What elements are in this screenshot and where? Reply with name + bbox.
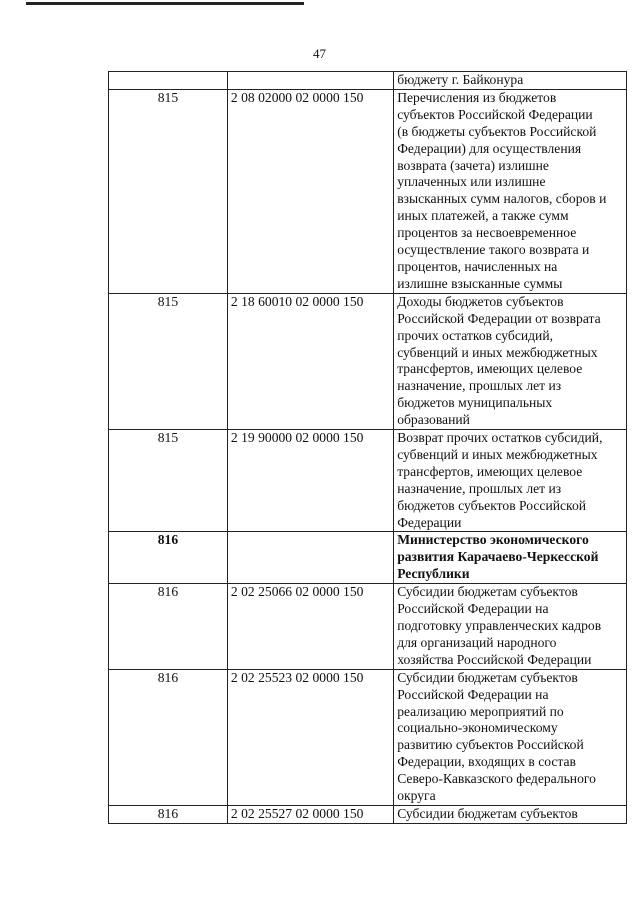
admin-code-cell: 815 xyxy=(109,89,228,293)
top-rule xyxy=(26,2,304,5)
description-line: Республики xyxy=(397,566,470,582)
admin-code-cell: 816 xyxy=(109,669,228,805)
description-line: субвенций и иных межбюджетных xyxy=(397,344,598,360)
description-line: иных платежей, а также сумм xyxy=(397,208,569,224)
description-line: социально-экономическому xyxy=(397,720,558,736)
description-line: бюджетов субъектов Российской xyxy=(397,497,587,513)
admin-code-cell: 815 xyxy=(109,293,228,429)
description-cell xyxy=(394,89,627,293)
table-row xyxy=(109,293,627,429)
description-line: развитию субъектов Российской xyxy=(397,737,584,753)
description-cell xyxy=(394,805,627,823)
table-row xyxy=(109,584,627,670)
description-line: назначение, прошлых лет из xyxy=(397,480,562,496)
budget-code-table xyxy=(108,71,627,824)
description-line: Федерации) для осуществления xyxy=(397,140,582,156)
description-cell xyxy=(394,584,627,670)
description-line: Субсидии бюджетам субъектов xyxy=(397,584,578,600)
description-line: Возврат прочих остатков субсидий, xyxy=(397,430,603,446)
description-line: Северо-Кавказского федерального xyxy=(397,771,596,787)
description-line: Федерации, входящих в состав xyxy=(397,754,576,770)
description-line: Федерации xyxy=(397,514,462,530)
description-line: хозяйства Российской Федерации xyxy=(397,651,592,667)
description-cell xyxy=(394,72,627,90)
description-cell xyxy=(394,430,627,532)
description-line: трансфертов, имеющих целевое xyxy=(397,361,583,377)
description-line: для организаций народного xyxy=(397,634,557,650)
budget-classification-code-cell: 2 02 25527 02 0000 150 xyxy=(227,805,393,823)
description-line: Перечисления из бюджетов xyxy=(397,89,557,105)
budget-classification-code-cell: 2 08 02000 02 0000 150 xyxy=(227,89,393,293)
description-line: осуществление такого возврата и xyxy=(397,242,590,258)
budget-classification-code-cell: 2 18 60010 02 0000 150 xyxy=(227,293,393,429)
description-line: Российской Федерации на xyxy=(397,686,549,702)
page-number: 47 xyxy=(313,46,326,61)
admin-code-cell: 815 xyxy=(109,430,228,532)
description-line: субвенций и иных межбюджетных xyxy=(397,446,598,462)
admin-code-cell: 816 xyxy=(109,805,228,823)
description-line: реализацию мероприятий по xyxy=(397,703,564,719)
description-line: бюджетов муниципальных xyxy=(397,395,553,411)
description-line: бюджету г. Байконура xyxy=(397,72,524,87)
description-line: возврата (зачета) излишне xyxy=(397,157,549,173)
table-body xyxy=(109,72,627,824)
table-row xyxy=(109,532,627,584)
budget-classification-code-cell: 2 02 25523 02 0000 150 xyxy=(227,669,393,805)
description-line: развития Карачаево-Черкесской xyxy=(397,549,599,565)
description-line: процентов за несвоевременное xyxy=(397,225,577,241)
description-line: округа xyxy=(397,788,436,804)
admin-code-cell xyxy=(109,72,228,90)
description-line: взысканных сумм налогов, сборов и xyxy=(397,191,607,207)
description-cell xyxy=(394,532,627,584)
budget-classification-code-cell xyxy=(227,532,393,584)
description-line: назначение, прошлых лет из xyxy=(397,378,562,394)
description-cell xyxy=(394,293,627,429)
budget-classification-code-cell: 2 02 25066 02 0000 150 xyxy=(227,584,393,670)
admin-code-cell: 816 xyxy=(109,532,228,584)
description-line: уплаченных или излишне xyxy=(397,174,546,190)
table-row xyxy=(109,72,627,90)
description-line: Министерство экономического xyxy=(397,532,589,548)
description-line: трансфертов, имеющих целевое xyxy=(397,463,583,479)
table-row xyxy=(109,669,627,805)
description-line: прочих остатков субсидий, xyxy=(397,327,553,343)
description-line: подготовку управленческих кадров xyxy=(397,618,602,633)
table-row xyxy=(109,805,627,823)
description-line: Российской Федерации от возврата xyxy=(397,310,601,326)
description-line: излишне взысканные суммы xyxy=(397,275,563,291)
budget-classification-code-cell xyxy=(227,72,393,90)
description-cell xyxy=(394,669,627,805)
table-row xyxy=(109,89,627,293)
description-line: процентов, начисленных на xyxy=(397,258,558,274)
description-line: Доходы бюджетов субъектов xyxy=(397,293,564,309)
description-line: Российской Федерации на xyxy=(397,601,549,617)
description-line: (в бюджеты субъектов Российской xyxy=(397,123,597,139)
description-line: образований xyxy=(397,412,470,428)
description-line: Субсидии бюджетам субъектов xyxy=(397,669,578,685)
admin-code-cell: 816 xyxy=(109,584,228,670)
description-line: субъектов Российской Федерации xyxy=(397,106,593,122)
description-line: Субсидии бюджетам субъектов xyxy=(397,805,578,821)
budget-classification-code-cell: 2 19 90000 02 0000 150 xyxy=(227,430,393,532)
table-row xyxy=(109,430,627,532)
